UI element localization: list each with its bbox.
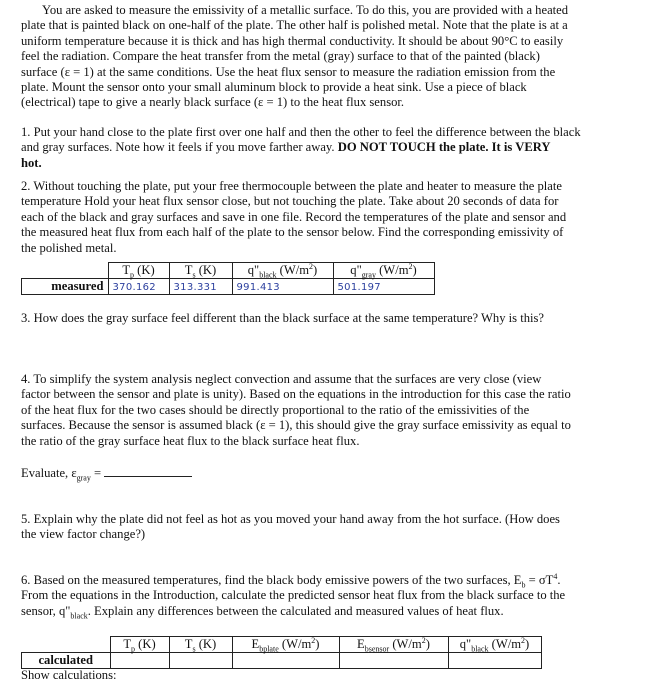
intro-line: (electrical) tape to give a nearly black surface (ε = 1) to the heat flux sensor. xyxy=(21,95,405,110)
header-ts: $T_s$ (K) xyxy=(169,263,232,279)
intro-line: plate that is painted black on one-half of the plate. The other half is polished metal. Note that the plate is at a xyxy=(21,18,568,33)
show-calculations-label: Show calculations: xyxy=(21,668,117,682)
cell-ts[interactable] xyxy=(169,279,232,295)
cell-eb-sensor[interactable] xyxy=(339,653,448,669)
header-q-gray: $q"_{gray}$ $(W/m^2)$ xyxy=(333,263,434,279)
question-1 xyxy=(21,125,629,171)
evaluate-eq: = xyxy=(90,466,105,480)
q2-line: 2. Without touching the plate, put your free thermocouple between the plate and heater to measure the plate xyxy=(21,179,562,193)
intro-paragraph xyxy=(21,3,629,111)
evaluate-line xyxy=(21,465,629,481)
table-corner xyxy=(22,637,111,653)
q5-line: 5. Explain why the plate did not feel as hot as you moved your hand away from the hot surface. (How does xyxy=(21,512,560,526)
question-2 xyxy=(21,179,629,256)
q2-line: the measured heat flux from each half of the plate to the sensor below. Find the corresponding emissivity of xyxy=(21,225,564,240)
intro-line: plate. Mount the sensor onto your small aluminum block to provide a heat sink. Use a piece of black xyxy=(21,80,527,95)
handwritten-q-black: 991.413 xyxy=(236,282,280,293)
evaluate-label: Evaluate, ε xyxy=(21,466,77,480)
row-label-calculated: calculated xyxy=(22,653,111,669)
q2-line: the polished metal. xyxy=(21,240,117,255)
q1-warning: DO NOT TOUCH the plate. It is VERY xyxy=(337,140,551,155)
cell-eb-plate[interactable] xyxy=(232,653,339,669)
table-header-row xyxy=(22,263,435,279)
table-corner xyxy=(22,263,109,279)
q4-line: of the heat flux for the two cases should be directly proportional to the ratio of the emissivities of the xyxy=(21,402,530,417)
header-q-black: $q"_{black}$ $(W/m^2)$ xyxy=(232,263,333,279)
q4-line: 4. To simplify the system analysis neglect convection and assume that the surfaces are very close (view xyxy=(21,372,542,386)
q1-warning-end: hot. xyxy=(21,155,42,170)
handwritten-ts: 313.331 xyxy=(173,282,217,293)
q6-line: 6. Based on the measured temperatures, find the black body emissive powers of the two surfaces, $E_b = \sigma T^4$. xyxy=(21,571,561,590)
header-eb-sensor: $E_{bsensor}$ $(W/m^2)$ xyxy=(339,637,448,653)
header-tp: $T_p$ (K) xyxy=(110,637,169,653)
cell-tp[interactable] xyxy=(110,653,169,669)
question-5 xyxy=(21,512,629,543)
measured-table xyxy=(21,262,435,295)
intro-line: You are asked to measure the emissivity of a metallic surface. To do this, you are provided with a heated xyxy=(42,3,569,17)
handwritten-tp: 370.162 xyxy=(112,282,156,293)
cell-q-gray[interactable] xyxy=(333,279,434,295)
q6-line: From the equations in the Introduction, calculate the predicted sensor heat flux from the black surface to the xyxy=(21,588,566,603)
q1-line xyxy=(21,156,629,171)
q3-line: 3. How does the gray surface feel different than the black surface at the same temperature? Why is this? xyxy=(21,311,545,325)
row-label-measured: measured xyxy=(22,279,109,295)
evaluate-answer-blank[interactable] xyxy=(104,465,192,477)
handwritten-q-gray: 501.197 xyxy=(337,282,381,293)
header-eb-plate: $E_{bplate}$ $(W/m^2)$ xyxy=(232,637,339,653)
question-3 xyxy=(21,311,629,326)
cell-q-black[interactable] xyxy=(448,653,541,669)
cell-ts[interactable] xyxy=(169,653,232,669)
q1-line: 1. Put your hand close to the plate first over one half and then the other to feel the difference between the black xyxy=(21,125,581,139)
intro-line: feel the radiation. Compare the heat transfer from the metal (gray) surface to that of the painted (black) xyxy=(21,49,540,64)
q4-line: factor between the sensor and plate is unity). Based on the equations in the introduction for this case the ratio xyxy=(21,387,571,402)
question-6 xyxy=(21,573,629,619)
intro-line: uniform temperature because it is thick and has high thermal conductivity. It should be about 90°C to easily xyxy=(21,33,564,48)
q2-line: each of the black and gray surfaces and save in one file. Record the temperatures of the plate and sensor and xyxy=(21,209,567,224)
header-ts: $T_s$ (K) xyxy=(169,637,232,653)
question-4 xyxy=(21,372,629,449)
header-tp: $T_p$ (K) xyxy=(108,263,169,279)
table-header-row xyxy=(22,637,542,653)
cell-tp[interactable] xyxy=(108,279,169,295)
cell-q-black[interactable] xyxy=(232,279,333,295)
q6-line: sensor, $q"_{black}$. Explain any differences between the calculated and measured values of heat flux. xyxy=(21,603,504,621)
q1-line xyxy=(21,140,629,155)
q1-line-text: and gray surfaces. Note how it feels if you move farther away. xyxy=(21,140,338,155)
calculated-table xyxy=(21,636,542,669)
show-calculations xyxy=(21,668,629,683)
q5-line: the view factor change?) xyxy=(21,527,146,542)
header-q-black: $q"_{black}$ $(W/m^2)$ xyxy=(448,637,541,653)
table-row xyxy=(22,279,435,295)
intro-line: surface (ε = 1) at the same conditions. Use the heat flux sensor to measure the radiation emission from the xyxy=(21,64,556,79)
q4-line: the ratio of the gray surface heat flux to the black surface heat flux. xyxy=(21,433,360,448)
evaluate-sub: gray xyxy=(76,473,91,483)
q4-line: surfaces. Because the sensor is assumed black (ε = 1), this should give the gray surface emissivity as equal to xyxy=(21,418,571,433)
q2-line: temperature Hold your heat flux sensor close, but not touching the plate. Take about 20 seconds of data for xyxy=(21,194,559,209)
table-row xyxy=(22,653,542,669)
